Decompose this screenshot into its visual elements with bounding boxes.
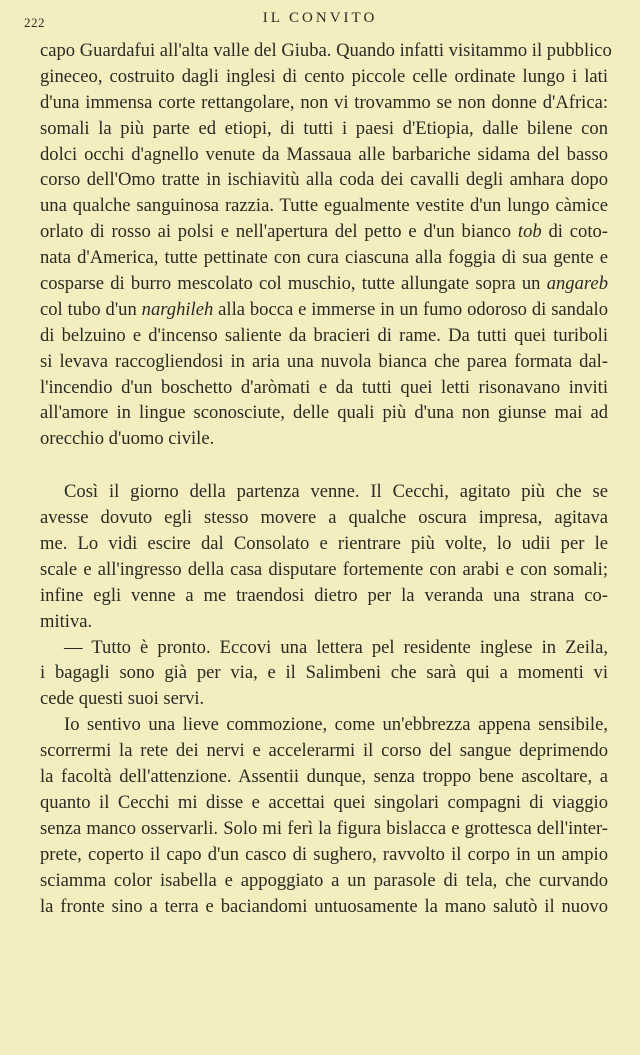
text-run: scorrermi la rete dei nervi e accelerarmi il corso del sangue deprimendo (40, 740, 608, 762)
text-line (40, 479, 608, 505)
text-line (40, 219, 608, 245)
text-line (40, 142, 608, 168)
text-run: all'amore in lingue sconosciute, delle quali più d'una non giunse mai ad (40, 402, 608, 424)
text-run: gineceo, costruito dagli inglesi di cento piccole celle ordinate lungo i lati (40, 65, 608, 87)
text-line (40, 764, 608, 790)
italic-term: tob (517, 221, 542, 243)
text-line (40, 738, 608, 764)
text-run: senza manco osservarli. Solo mi ferì la figura bislacca e grottesca dell'inter- (40, 817, 608, 839)
text-line (40, 686, 608, 712)
body-text (40, 38, 612, 919)
text-line (40, 271, 608, 297)
text-run: mitiva. (40, 610, 93, 632)
text-run: somali la più parte ed etiopi, di tutti i paesi d'Etiopia, dalle bilene con (40, 117, 608, 139)
text-line (40, 790, 608, 816)
paragraph (40, 712, 608, 919)
paragraph (40, 38, 612, 452)
page-number: 222 (24, 15, 45, 30)
text-run: i bagagli sono già per via, e il Salimbeni che sarà qui a momenti vi (40, 662, 608, 684)
text-line (40, 712, 608, 738)
italic-term: angareb (546, 273, 608, 295)
text-run: alla bocca e immerse in un fumo odoroso di sandalo (213, 298, 608, 320)
text-line (40, 323, 608, 349)
text-run: cede questi suoi servi. (40, 688, 205, 710)
text-line (40, 426, 608, 452)
text-line (40, 64, 608, 90)
text-line (40, 38, 612, 64)
text-line (40, 375, 608, 401)
text-line (40, 842, 608, 868)
text-run: me. Lo vidi escire dal Consolato e rientrare più volte, lo udii per le (40, 533, 608, 555)
text-run: dolci occhi d'agnello venute da Massaua alle barbariche sidama del basso (40, 143, 608, 165)
text-line (40, 505, 608, 531)
text-line (40, 531, 608, 557)
text-run: di belzuino e d'incenso saliente da bracieri di rame. Da tutti quei turiboli (40, 324, 608, 346)
text-run: la fronte sino a terra e baciandomi untuosamente la mano salutò il nuovo (40, 895, 608, 917)
text-run: orecchio d'uomo civile. (40, 428, 215, 450)
text-run: cosparse di burro mescolato col muschio, tutte allungate sopra un (40, 273, 547, 295)
text-run: scale e all'ingresso della casa disputare fortemente con arabi e con somali; (40, 558, 608, 580)
text-run: una qualche sanguinosa razzia. Tutte egualmente vestite d'un lungo càmice (40, 195, 608, 217)
text-run: l'incendio d'un boschetto d'aròmati e da tutti quei letti risonavano inviti (40, 376, 608, 398)
text-run: col tubo d'un (40, 298, 142, 320)
text-run: Così il giorno della partenza venne. Il Cecchi, agitato più che se (64, 481, 608, 503)
text-line (40, 90, 608, 116)
text-run: quanto il Cecchi mi disse e accettai quei singolari compagni di viaggio (40, 791, 608, 813)
text-run: orlato di rosso ai polsi e nell'apertura del petto e d'un bianco (40, 221, 518, 243)
text-run: avesse dovuto egli stesso movere a qualche oscura impresa, agitava (40, 507, 608, 529)
text-run: infine egli venne a me traendosi dietro per la veranda una strana co- (40, 584, 608, 606)
italic-term: narghileh (141, 298, 214, 320)
text-run: sciamma color isabella e appoggiato a un parasole di tela, che curvando (40, 869, 608, 891)
text-run: si levava raccogliendosi in aria una nuvola bianca che parea formata dal- (40, 350, 608, 372)
text-run: d'una immensa corte rettangolare, non vi trovammo se non donne d'Africa: (40, 91, 608, 113)
text-run: corso dell'Omo tratte in ischiavitù alla coda dei cavalli degli amhara dopo (40, 169, 608, 191)
running-title: IL CONVITO (262, 10, 378, 26)
text-line (40, 116, 608, 142)
text-line (40, 245, 608, 271)
text-line (40, 193, 608, 219)
text-run: nata d'America, tutte pettinate con cura ciascuna alla foggia di sua gente e (40, 247, 608, 269)
paragraph (40, 479, 608, 634)
text-line (40, 557, 608, 583)
text-run: prete, coperto il capo d'un casco di sughero, ravvolto il corpo in un ampio (40, 843, 608, 865)
text-line (40, 635, 608, 661)
text-line (40, 349, 608, 375)
text-line (40, 894, 608, 920)
text-run: la facoltà dell'attenzione. Assentii dunque, senza troppo bene ascoltare, a (40, 766, 608, 788)
text-run: di coto- (541, 221, 608, 243)
text-run: Io sentivo una lieve commozione, come un'ebbrezza appena sensibile, (64, 714, 608, 736)
text-line (40, 583, 608, 609)
text-line (40, 609, 608, 635)
paragraph-spacer (40, 452, 608, 479)
text-line (40, 868, 608, 894)
text-line (40, 400, 608, 426)
paragraph (40, 635, 608, 713)
text-run: — Tutto è pronto. Eccovi una lettera pel residente inglese in Zeila, (64, 636, 608, 658)
text-line (40, 816, 608, 842)
text-line (40, 660, 608, 686)
text-line (40, 297, 608, 323)
text-run: capo Guardafui all'alta valle del Giuba. Quando infatti visitammo il pubblico (40, 40, 612, 61)
text-line (40, 167, 608, 193)
